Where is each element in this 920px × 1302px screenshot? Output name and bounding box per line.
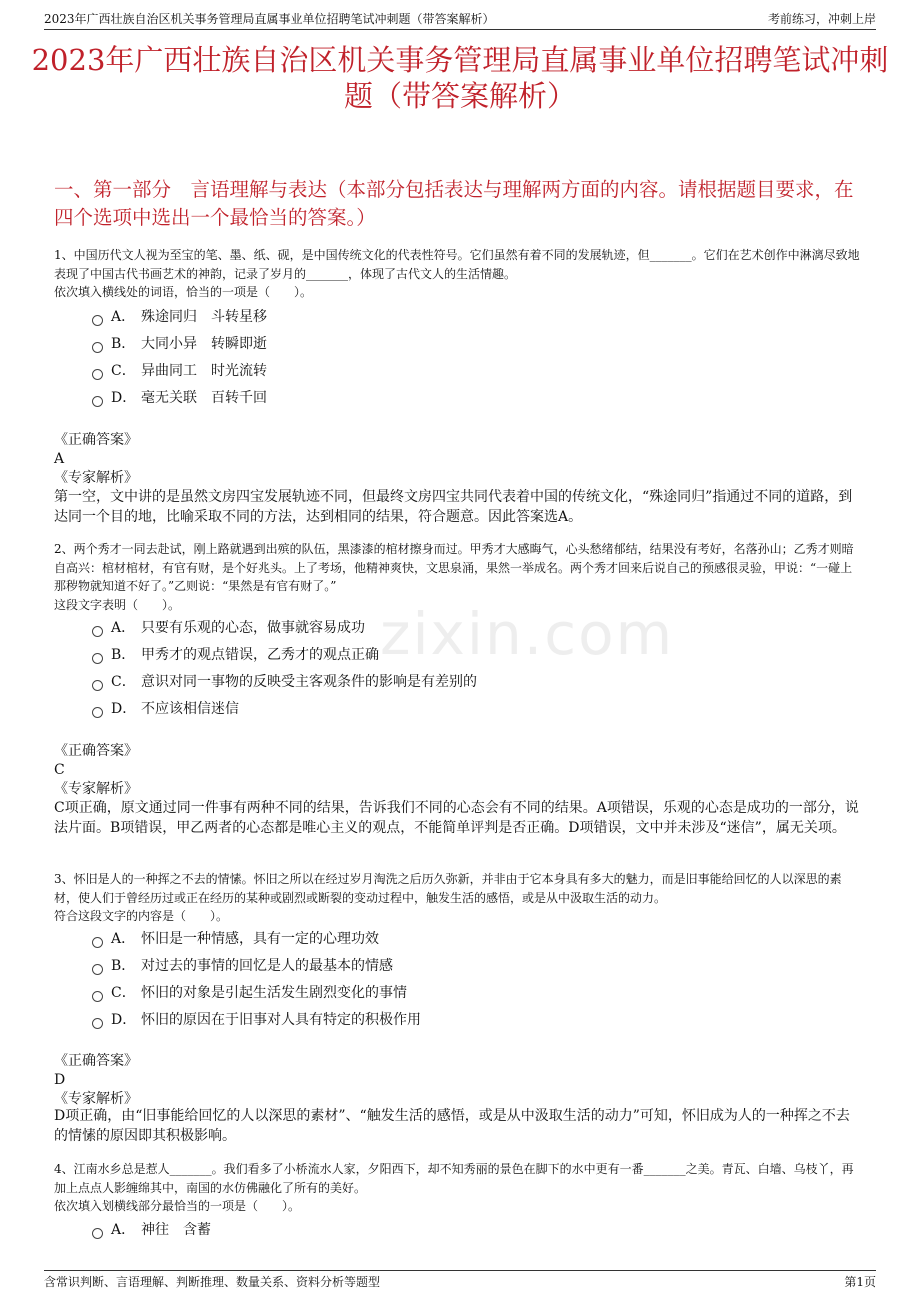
question-3 [54,870,862,926]
question-stem: 2、两个秀才一同去赴试，刚上路就遇到出殡的队伍，黑漆漆的棺材擦身而过。甲秀才大感晦气，心头愁绪郁结，结果没有考好，名落孙山；乙秀才则暗自高兴：棺材棺材，有官有财，是个好兆头。上了考场，他精神爽快，文思泉涌，果然一举成名。两个秀才回来后说自己的预感很灵验，甲说：“一碰上那秽物就知道不好了。”乙则说：“果然是有官有财了。” [54,542,854,593]
q1-option-b[interactable] [92,334,267,354]
question-1 [54,246,862,302]
option-text: 怀旧是一种情感，具有一定的心理功效 [141,931,379,947]
option-key: B． [111,958,136,974]
radio-icon[interactable] [92,626,103,637]
question-stem: 3、怀旧是人的一种挥之不去的情愫。怀旧之所以在经过岁月淘洗之后历久弥新，并非由于它本身具有多大的魅力，而是旧事能给回忆的人以深思的素材，使人们于曾经历过或正在经历的某种或剧烈或断裂的变动过程中，触发生活的感悟，或是从中汲取生活的动力。 [54,872,842,905]
q2-option-b[interactable] [92,645,379,665]
option-key: D． [111,390,137,406]
page-number: 第1页 [844,1275,876,1289]
option-key: C． [111,674,136,690]
q3-option-a[interactable] [92,929,379,949]
question-2 [54,540,862,614]
radio-icon[interactable] [92,342,103,353]
q4-option-a[interactable] [92,1220,211,1240]
page-header [44,10,876,30]
radio-icon[interactable] [92,680,103,691]
option-key: C． [111,985,136,1001]
radio-icon[interactable] [92,991,103,1002]
analysis-label: 《专家解析》 [54,1091,138,1107]
q1-option-d[interactable] [92,388,267,408]
option-text: 对过去的事情的回忆是人的最基本的情感 [141,958,393,974]
answer-label: 《正确答案》 [54,743,138,759]
q3-option-c[interactable] [92,983,407,1003]
question-prompt: 依次填入划横线部分最恰当的一项是（ ）。 [54,1199,301,1213]
q2-option-d[interactable] [92,699,239,719]
q2-analysis: C项正确，原文通过同一件事有两种不同的结果，告诉我们不同的心态会有不同的结果。A项错误，乐观的心态是成功的一部分，说法片面。B项错误，甲乙两者的心态都是唯心主义的观点，不能简单评判是否正确。D项错误，文中并未涉及“迷信”，属无关项。 [54,800,859,836]
option-key: B． [111,647,136,663]
option-text: 大同小异 转瞬即逝 [141,336,267,352]
header-doc-title: 2023年广西壮族自治区机关事务管理局直属事业单位招聘笔试冲刺题（带答案解析） [44,12,495,26]
radio-icon[interactable] [92,1018,103,1029]
q1-option-c[interactable] [92,361,267,381]
q3-option-b[interactable] [92,956,393,976]
analysis-label: 《专家解析》 [54,470,138,486]
footer-description: 含常识判断、言语理解、判断推理、数量关系、资料分析等题型 [44,1275,381,1289]
question-stem: 1、中国历代文人视为至宝的笔、墨、纸、砚，是中国传统文化的代表性符号。它们虽然有着不同的发展轨迹，但_______。它们在艺术创作中淋漓尽致地表现了中国古代书画艺术的神韵，记录了岁月的_______，体现了古代文人的生活情趣。 [54,248,860,281]
option-text: 神往 含蓄 [141,1222,211,1238]
radio-icon[interactable] [92,396,103,407]
option-key: A． [111,1222,136,1238]
section-heading: 一、第一部分 言语理解与表达（本部分包括表达与理解两方面的内容。请根据题目要求，在四个选项中选出一个最恰当的答案。） [54,178,854,229]
question-prompt: 依次填入横线处的词语，恰当的一项是（ ）。 [54,285,313,299]
option-text: 意识对同一事物的反映受主客观条件的影响是有差别的 [141,674,477,690]
option-text: 甲秀才的观点错误，乙秀才的观点正确 [141,647,379,663]
option-text: 怀旧的对象是引起生活发生剧烈变化的事情 [141,985,407,1001]
radio-icon[interactable] [92,653,103,664]
document-title: 2023年广西壮族自治区机关事务管理局直属事业单位招聘笔试冲刺题（带答案解析） [31,43,889,113]
option-key: A． [111,931,136,947]
option-key: D． [111,1012,137,1028]
option-key: D． [111,701,137,717]
option-key: B． [111,336,136,352]
option-key: C． [111,363,136,379]
q2-option-c[interactable] [92,672,477,692]
question-4 [54,1160,862,1216]
option-text: 殊途同归 斗转星移 [141,309,267,325]
q1-option-a[interactable] [92,307,267,327]
answer-label: 《正确答案》 [54,1053,138,1069]
q3-answer: D [54,1072,66,1088]
question-prompt: 这段文字表明（ ）。 [54,597,181,612]
option-text: 不应该相信迷信 [141,701,239,717]
radio-icon[interactable] [92,1228,103,1239]
q2-answer: C [54,762,65,778]
option-text: 怀旧的原因在于旧事对人具有特定的积极作用 [141,1012,421,1028]
analysis-label: 《专家解析》 [54,781,138,797]
option-key: A． [111,620,136,636]
q2-option-a[interactable] [92,618,365,638]
q3-option-d[interactable] [92,1010,421,1030]
answer-label: 《正确答案》 [54,432,138,448]
option-text: 异曲同工 时光流转 [141,363,267,379]
q1-analysis: 第一空，文中讲的是虽然文房四宝发展轨迹不同，但最终文房四宝共同代表着中国的传统文化，“殊途同归”指通过不同的道路，到达同一个目的地，比喻采取不同的方法，达到相同的结果，符合题意。因此答案选A。 [54,489,853,525]
watermark: zixin.com [380,600,675,668]
option-text: 只要有乐观的心态，做事就容易成功 [141,620,365,636]
q3-analysis: D项正确，由“旧事能给回忆的人以深思的素材”、“触发生活的感悟，或是从中汲取生活的动力”可知，怀旧成为人的一种挥之不去的情愫的原因即其积极影响。 [54,1108,850,1144]
radio-icon[interactable] [92,369,103,380]
radio-icon[interactable] [92,937,103,948]
header-slogan: 考前练习，冲刺上岸 [767,12,876,26]
radio-icon[interactable] [92,315,103,326]
radio-icon[interactable] [92,964,103,975]
radio-icon[interactable] [92,707,103,718]
option-text: 毫无关联 百转千回 [141,390,267,406]
option-key: A． [111,309,136,325]
q1-answer: A [54,451,65,467]
question-stem: 4、江南水乡总是惹人_______。我们看多了小桥流水人家，夕阳西下，却不知秀丽的景色在脚下的水中更有一番_______之美。青瓦、白墙、乌枝丫，再加上点点人影缠绵其中，南国的水仿佛融化了所有的美好。 [54,1162,854,1195]
question-prompt: 符合这段文字的内容是（ ）。 [54,909,229,923]
page-footer [44,1270,876,1290]
